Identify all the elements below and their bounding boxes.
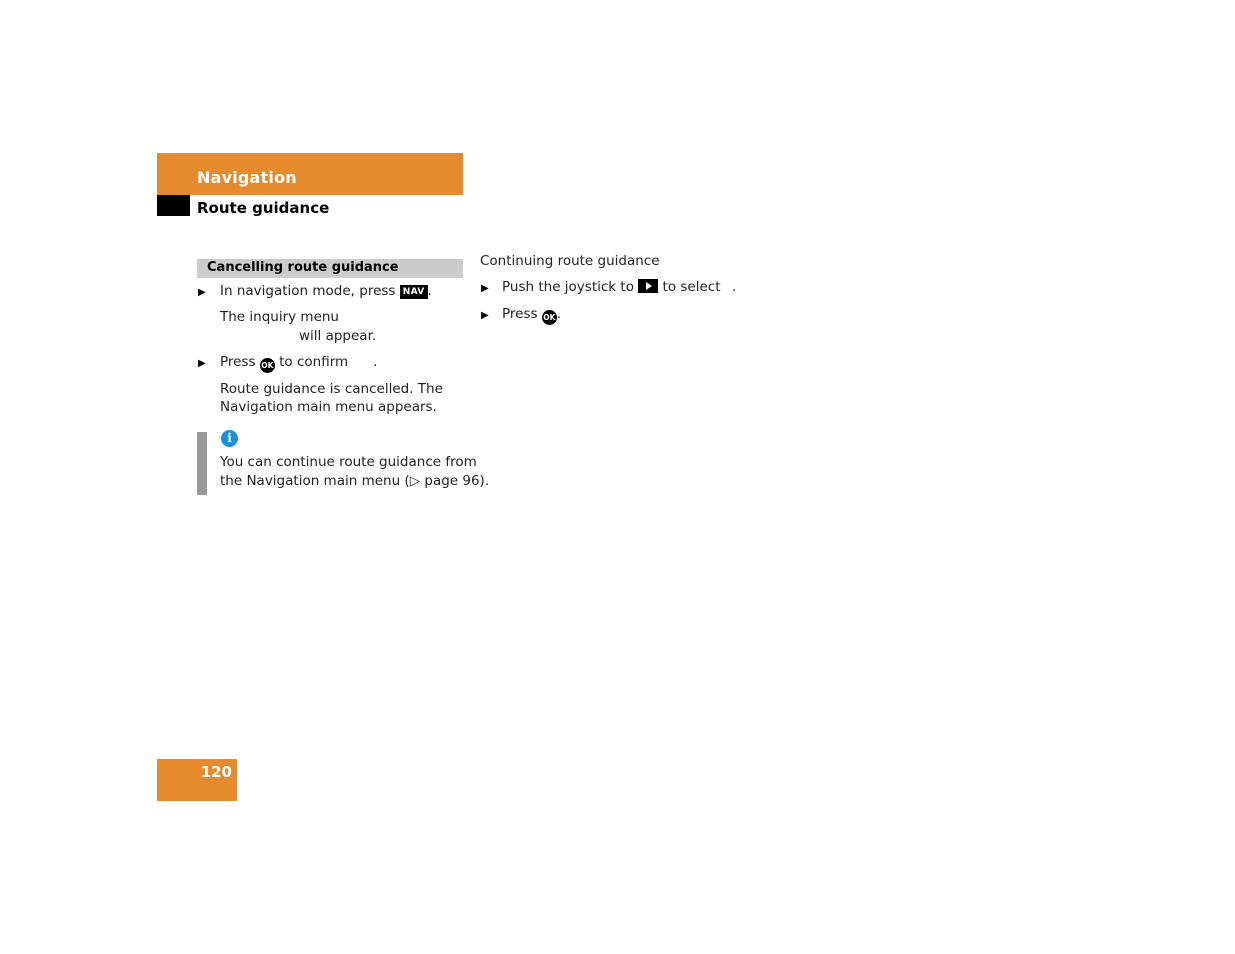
triangle-right-icon: ▶ [481, 283, 489, 294]
cancel-subheading-label: Cancelling route guidance [207, 260, 399, 275]
continue-step-2 [502, 305, 561, 325]
inquiry-line-2: will appear. [299, 328, 377, 344]
chapter-title: Navigation [197, 168, 297, 187]
continue-step-2-end: . [556, 306, 562, 322]
cancel-step-1 [220, 282, 432, 301]
ok-button-icon: OK [260, 358, 275, 373]
cancel-step-2-press: Press [220, 354, 256, 370]
section-marker [157, 195, 190, 216]
cancel-step-2-end: . [373, 354, 378, 370]
continue-step-2-press: Press [502, 306, 538, 322]
cancel-step-1-text: In navigation mode, press [220, 283, 396, 299]
nav-key-icon: NAV [400, 285, 428, 299]
continue-step-1-end: . [732, 279, 737, 295]
cancel-step-2-confirm: to confirm [279, 354, 349, 370]
ok-button-icon: OK [542, 310, 557, 325]
info-icon: i [221, 430, 238, 447]
result-line-2: Navigation main menu appears. [220, 399, 437, 415]
page-number-box [157, 759, 237, 801]
note-line-1: You can continue route guidance from [220, 454, 477, 470]
continue-step-1-select: to select [662, 279, 721, 295]
triangle-right-icon: ▶ [198, 358, 206, 369]
inquiry-line-1: The inquiry menu [220, 309, 339, 325]
cancel-subheading [197, 259, 463, 278]
note-line-2: the Navigation main menu (▷ page 96). [220, 473, 490, 489]
cancel-step-1-end: . [427, 283, 432, 299]
continue-heading: Continuing route guidance [480, 253, 660, 269]
result-line-1: Route guidance is cancelled. The [220, 381, 443, 397]
chapter-header [157, 153, 463, 195]
section-title: Route guidance [197, 199, 330, 217]
triangle-right-icon: ▶ [198, 287, 206, 298]
cancel-step-2 [220, 353, 348, 373]
page-number: 120 [200, 763, 232, 781]
triangle-right-icon: ▶ [481, 310, 489, 321]
joystick-right-icon [638, 279, 658, 293]
note-bar [197, 432, 207, 495]
continue-step-1 [502, 278, 721, 297]
continue-step-1-text: Push the joystick to [502, 279, 634, 295]
